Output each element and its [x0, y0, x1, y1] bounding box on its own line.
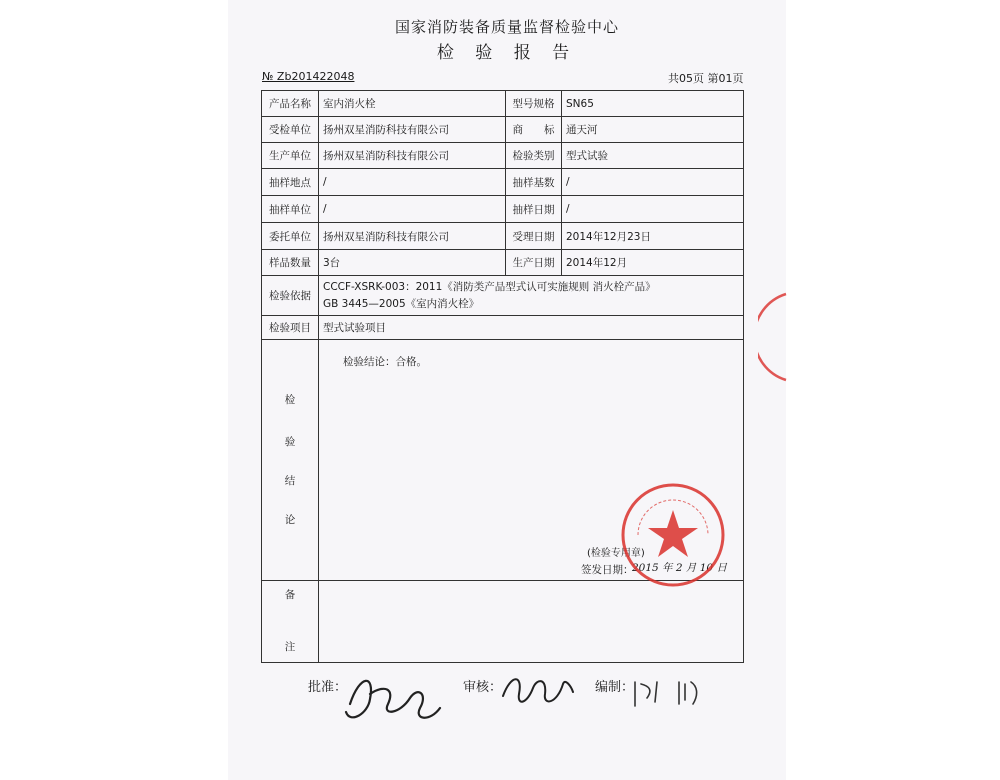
test-category-value: 型式试验	[562, 143, 744, 169]
sampling-place-value: /	[319, 169, 506, 196]
basis-line-1: CCCF-XSRK-003：2011《消防类产品型式认可实施规则 消火栓产品》	[323, 280, 656, 293]
inspected-unit-label: 受检单位	[262, 117, 319, 143]
issue-date-label: 签发日期：	[581, 564, 634, 576]
issue-date-value: 2015 年 2 月 10 日	[632, 562, 727, 574]
approve-signature	[340, 664, 450, 728]
prod-date-label: 生产日期	[506, 250, 562, 276]
table-row	[262, 316, 744, 340]
sampling-unit-value: /	[319, 196, 506, 223]
prod-date-value: 2014年12月	[562, 250, 744, 276]
conclusion-char: 结	[284, 475, 296, 487]
page-count: 共05页 第01页	[668, 72, 744, 85]
basis-label: 检验依据	[262, 276, 319, 316]
report-title: 检 验 报 告	[436, 43, 578, 63]
table-row	[262, 581, 744, 663]
sampling-unit-label: 抽样单位	[262, 196, 319, 223]
accept-date-label: 受理日期	[506, 223, 562, 250]
review-signature	[497, 666, 577, 712]
table-row	[262, 250, 744, 276]
product-name-label: 产品名称	[262, 91, 319, 117]
trademark-value: 通天河	[562, 117, 744, 143]
conclusion-text: 检验结论：合格。	[343, 356, 427, 368]
sample-qty-label: 样品数量	[262, 250, 319, 276]
conclusion-char: 论	[284, 514, 296, 526]
basis-line-2: GB 3445—2005《室内消火栓》	[323, 297, 480, 310]
table-row	[262, 169, 744, 196]
sampling-base-value: /	[562, 169, 744, 196]
items-value: 型式试验项目	[319, 316, 744, 340]
remarks-char: 注	[284, 641, 296, 653]
table-row	[262, 276, 744, 316]
test-category-label: 检验类别	[506, 143, 562, 169]
producer-value: 扬州双星消防科技有限公司	[319, 143, 506, 169]
report-number: № Zb201422048	[262, 70, 355, 83]
conclusion-char: 检	[284, 394, 296, 406]
inspected-unit-value: 扬州双星消防科技有限公司	[319, 117, 506, 143]
remarks-body	[319, 581, 744, 663]
edge-stamp	[758, 292, 788, 382]
stamp-note: (检验专用章)	[587, 548, 645, 559]
compile-label: 编制：	[595, 680, 635, 695]
product-name-value: 室内消火栓	[319, 91, 506, 117]
approve-label: 批准：	[308, 680, 348, 695]
client-value: 扬州双星消防科技有限公司	[319, 223, 506, 250]
table-row	[262, 196, 744, 223]
items-label: 检验项目	[262, 316, 319, 340]
client-label: 委托单位	[262, 223, 319, 250]
sampling-place-label: 抽样地点	[262, 169, 319, 196]
table-row	[262, 117, 744, 143]
official-stamp	[618, 480, 728, 590]
conclusion-char: 验	[284, 436, 296, 448]
table-row	[262, 223, 744, 250]
review-label: 审核：	[463, 680, 503, 695]
model-label: 型号规格	[506, 91, 562, 117]
accept-date-value: 2014年12月23日	[562, 223, 744, 250]
compile-signature	[627, 676, 707, 710]
remarks-char: 备	[284, 589, 296, 601]
org-title: 国家消防装备质量监督检验中心	[394, 18, 619, 36]
table-row	[262, 143, 744, 169]
sampling-date-value: /	[562, 196, 744, 223]
basis-value	[319, 276, 744, 316]
model-value: SN65	[562, 91, 744, 117]
sampling-date-label: 抽样日期	[506, 196, 562, 223]
producer-label: 生产单位	[262, 143, 319, 169]
conclusion-label	[262, 340, 319, 581]
sampling-base-label: 抽样基数	[506, 169, 562, 196]
table-row	[262, 91, 744, 117]
remarks-label	[262, 581, 319, 663]
sample-qty-value: 3台	[319, 250, 506, 276]
trademark-label: 商 标	[506, 117, 562, 143]
